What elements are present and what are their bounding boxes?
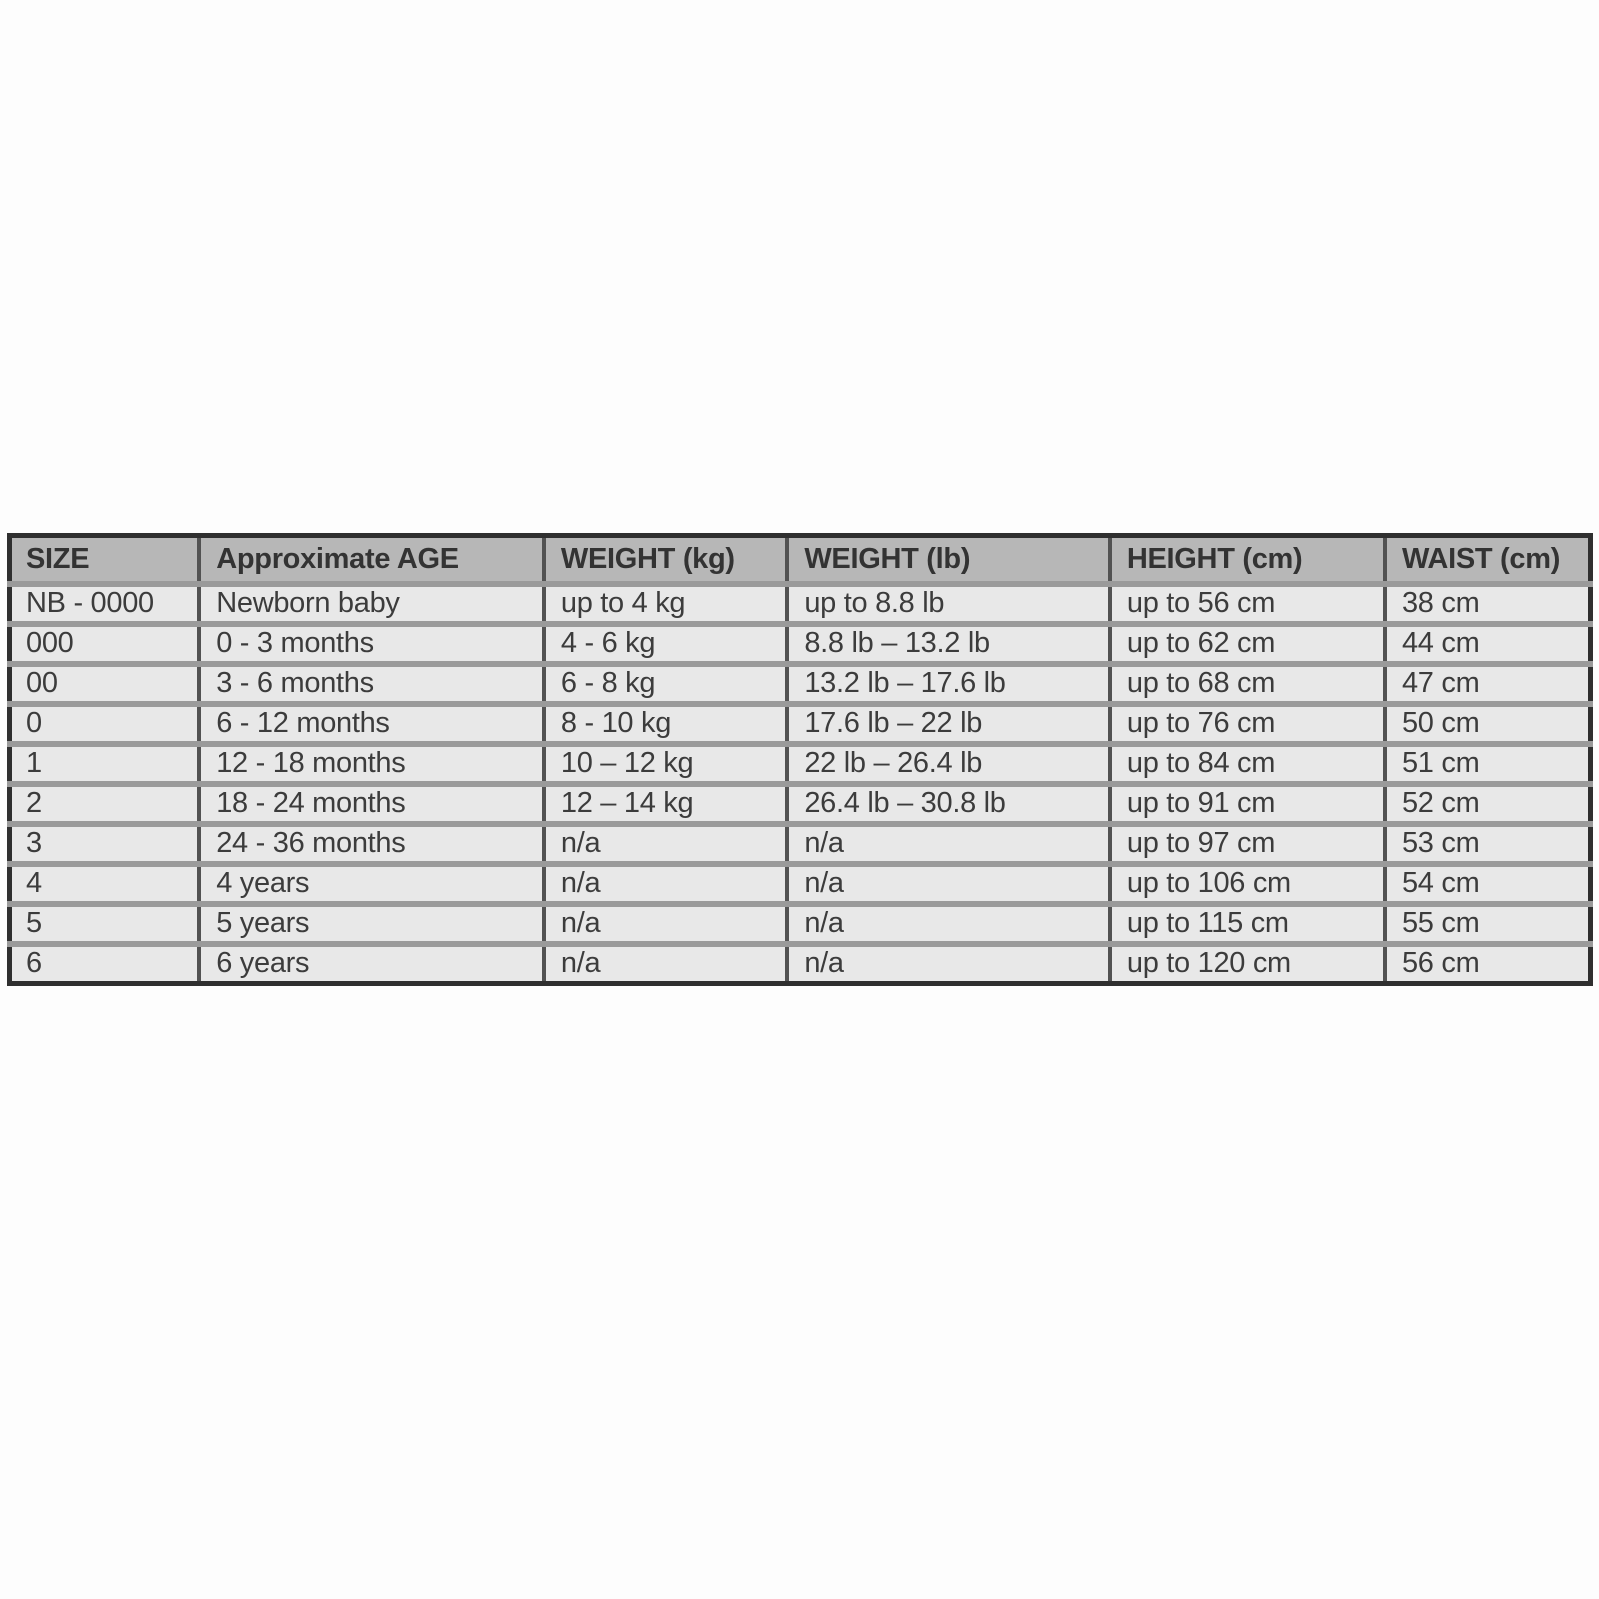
cell-weight_lb: 8.8 lb – 13.2 lb: [787, 624, 1110, 664]
table-row: [10, 624, 1591, 664]
cell-weight_lb: n/a: [787, 824, 1110, 864]
cell-age: 0 - 3 months: [199, 624, 544, 664]
cell-size: NB - 0000: [10, 584, 200, 624]
cell-waist_cm: 55 cm: [1385, 904, 1591, 944]
cell-weight_kg: up to 4 kg: [544, 584, 787, 624]
cell-size: 1: [10, 744, 200, 784]
cell-weight_kg: 10 – 12 kg: [544, 744, 787, 784]
table-row: [10, 584, 1591, 624]
column-header-weight_kg: WEIGHT (kg): [544, 536, 787, 584]
table-row: [10, 944, 1591, 984]
cell-weight_kg: n/a: [544, 944, 787, 984]
table-row: [10, 904, 1591, 944]
cell-weight_lb: 26.4 lb – 30.8 lb: [787, 784, 1110, 824]
column-header-age: Approximate AGE: [199, 536, 544, 584]
column-header-waist_cm: WAIST (cm): [1385, 536, 1591, 584]
cell-height_cm: up to 91 cm: [1110, 784, 1385, 824]
cell-waist_cm: 56 cm: [1385, 944, 1591, 984]
cell-age: 3 - 6 months: [199, 664, 544, 704]
cell-waist_cm: 38 cm: [1385, 584, 1591, 624]
cell-weight_lb: n/a: [787, 864, 1110, 904]
cell-height_cm: up to 115 cm: [1110, 904, 1385, 944]
cell-waist_cm: 52 cm: [1385, 784, 1591, 824]
column-header-size: SIZE: [10, 536, 200, 584]
cell-age: 18 - 24 months: [199, 784, 544, 824]
cell-size: 000: [10, 624, 200, 664]
cell-height_cm: up to 76 cm: [1110, 704, 1385, 744]
cell-waist_cm: 51 cm: [1385, 744, 1591, 784]
cell-size: 0: [10, 704, 200, 744]
cell-size: 00: [10, 664, 200, 704]
cell-height_cm: up to 62 cm: [1110, 624, 1385, 664]
cell-age: 12 - 18 months: [199, 744, 544, 784]
cell-waist_cm: 54 cm: [1385, 864, 1591, 904]
size-chart-table: [7, 533, 1593, 986]
column-header-height_cm: HEIGHT (cm): [1110, 536, 1385, 584]
cell-weight_kg: 8 - 10 kg: [544, 704, 787, 744]
cell-height_cm: up to 68 cm: [1110, 664, 1385, 704]
cell-waist_cm: 50 cm: [1385, 704, 1591, 744]
cell-height_cm: up to 56 cm: [1110, 584, 1385, 624]
table-row: [10, 784, 1591, 824]
table-header-row: [10, 536, 1591, 584]
cell-height_cm: up to 97 cm: [1110, 824, 1385, 864]
cell-weight_lb: 22 lb – 26.4 lb: [787, 744, 1110, 784]
cell-age: 5 years: [199, 904, 544, 944]
cell-weight_lb: 13.2 lb – 17.6 lb: [787, 664, 1110, 704]
cell-weight_kg: n/a: [544, 904, 787, 944]
cell-waist_cm: 47 cm: [1385, 664, 1591, 704]
cell-age: 6 years: [199, 944, 544, 984]
cell-age: 4 years: [199, 864, 544, 904]
cell-age: 24 - 36 months: [199, 824, 544, 864]
table-row: [10, 664, 1591, 704]
cell-height_cm: up to 120 cm: [1110, 944, 1385, 984]
column-header-weight_lb: WEIGHT (lb): [787, 536, 1110, 584]
table-row: [10, 744, 1591, 784]
cell-age: 6 - 12 months: [199, 704, 544, 744]
cell-weight_kg: n/a: [544, 864, 787, 904]
cell-height_cm: up to 84 cm: [1110, 744, 1385, 784]
table-row: [10, 704, 1591, 744]
cell-height_cm: up to 106 cm: [1110, 864, 1385, 904]
cell-size: 2: [10, 784, 200, 824]
cell-weight_lb: 17.6 lb – 22 lb: [787, 704, 1110, 744]
cell-size: 3: [10, 824, 200, 864]
cell-weight_lb: up to 8.8 lb: [787, 584, 1110, 624]
cell-weight_kg: 12 – 14 kg: [544, 784, 787, 824]
table-row: [10, 824, 1591, 864]
table-row: [10, 864, 1591, 904]
cell-age: Newborn baby: [199, 584, 544, 624]
cell-waist_cm: 44 cm: [1385, 624, 1591, 664]
cell-weight_lb: n/a: [787, 904, 1110, 944]
cell-size: 5: [10, 904, 200, 944]
cell-weight_lb: n/a: [787, 944, 1110, 984]
cell-size: 4: [10, 864, 200, 904]
cell-size: 6: [10, 944, 200, 984]
cell-weight_kg: 6 - 8 kg: [544, 664, 787, 704]
cell-waist_cm: 53 cm: [1385, 824, 1591, 864]
cell-weight_kg: n/a: [544, 824, 787, 864]
cell-weight_kg: 4 - 6 kg: [544, 624, 787, 664]
